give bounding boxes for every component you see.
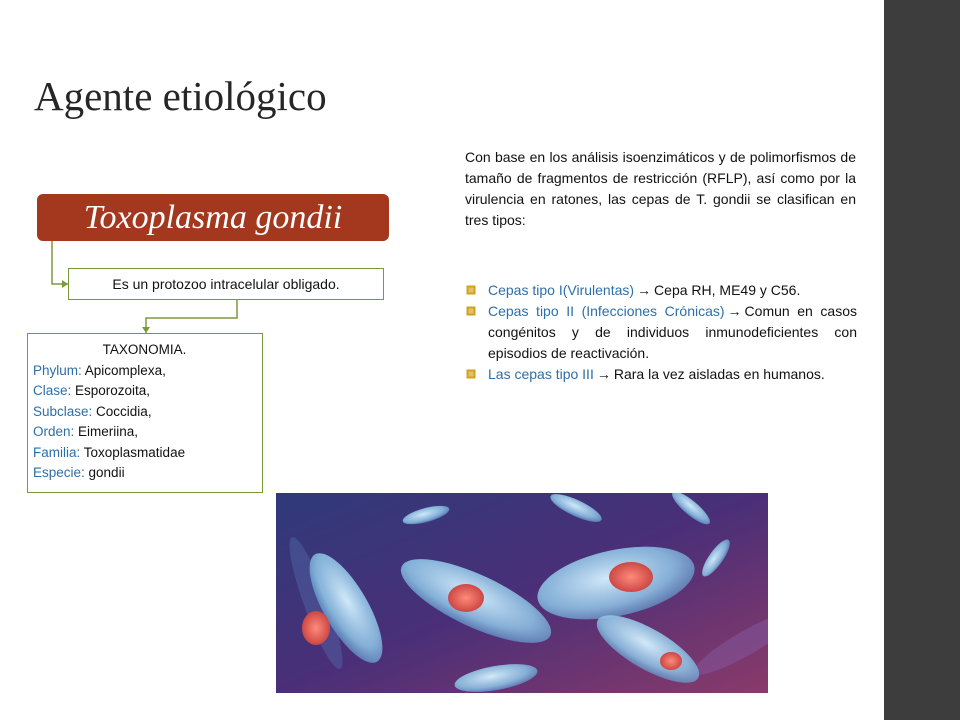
list-item [465,301,857,364]
taxonomy-label: Phylum: [33,362,82,378]
species-name: Toxoplasma gondii [83,198,343,236]
taxonomy-value: Eimeriina, [74,424,139,439]
taxonomy-value: Coccidia, [92,403,152,419]
taxonomy-box [27,333,263,493]
taxonomy-row [33,381,256,402]
right-arrow-icon: → [727,303,742,319]
checkbox-bullet-icon [466,285,476,295]
toxoplasma-tachyzoites-image [276,493,768,693]
strain-type-text: Comun en casos congénitos y de individuos inmunodeficientes con episodios de reactivación. [488,303,857,361]
description-text: Es un protozoo intracelular obligado. [112,276,340,292]
taxonomy-row [33,402,256,423]
taxonomy-value: Toxoplasmatidae [80,444,186,460]
right-arrow-icon: → [596,366,611,382]
taxonomy-value: Esporozoita, [71,383,151,398]
taxonomy-row [33,463,256,484]
taxonomy-heading: TAXONOMIA. [102,342,187,357]
taxonomy-label: Clase: [33,383,72,398]
taxonomy-row [33,361,256,382]
description-box [68,268,384,300]
right-arrow-icon: → [637,282,652,298]
taxonomy-label: Familia: [33,444,81,460]
checkbox-bullet-icon [466,369,476,379]
strain-type-list [465,280,857,385]
strain-type-text: Cepa RH, ME49 y C56. [654,282,801,298]
slide-title: Agente etiológico [34,73,327,119]
checkbox-bullet-icon [466,306,476,316]
strain-type-label: Cepas tipo II (Infecciones Crónicas) [488,303,725,319]
strain-type-label: Cepas tipo I(Virulentas) [488,282,635,298]
taxonomy-value: Apicomplexa, [81,362,166,378]
list-item [465,280,857,301]
connector-desc-taxonomy [146,300,237,333]
taxonomy-row [33,422,256,443]
parasite-illustration [276,493,768,693]
connector-species-desc [52,241,68,284]
taxonomy-label: Especie: [33,465,85,480]
taxonomy-value: gondii [84,465,125,480]
strain-type-label: Las cepas tipo III [488,366,594,382]
taxonomy-label: Subclase: [33,403,93,419]
taxonomy-label: Orden: [33,424,75,439]
strain-type-text: Rara la vez aisladas en humanos. [613,366,825,382]
taxonomy-row [33,443,256,464]
list-item [465,364,857,385]
intro-paragraph: Con base en los análisis isoenzimáticos y de polimorfismos de tamaño de fragmentos de restricción (RFLP), así como por la virulencia en ratones, las cepas de T. gondii se clasifican en tres tipos: [465,149,856,228]
species-box [37,194,389,241]
